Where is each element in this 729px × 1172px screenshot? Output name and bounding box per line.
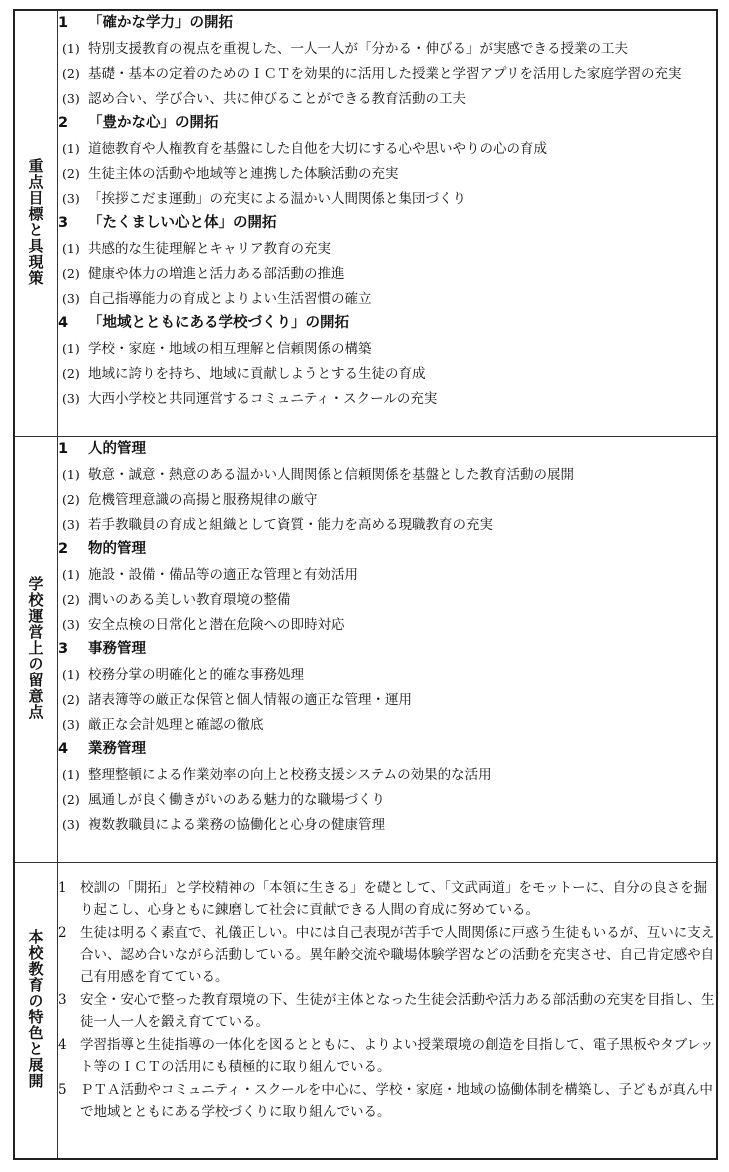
list-item bbox=[58, 286, 716, 311]
item-number: (1) bbox=[62, 467, 80, 482]
section-row-school-features bbox=[14, 863, 717, 1160]
item-text: 複数教職員による業務の協働化と心身の健康管理 bbox=[88, 817, 385, 833]
item-number: (3) bbox=[62, 391, 80, 406]
item-text: 認め合い、学び合い、共に伸びることができる教育活動の工夫 bbox=[88, 91, 466, 107]
section-body bbox=[58, 10, 718, 437]
item-text: 諸表簿等の厳正な保管と個人情報の適正な管理・運用 bbox=[88, 692, 412, 708]
item-text: 危機管理意識の高揚と服務規律の厳守 bbox=[88, 492, 318, 508]
section-body bbox=[58, 437, 718, 863]
group-number: 1 bbox=[58, 441, 69, 457]
group-title-text: 「豊かな心」の開拓 bbox=[88, 115, 219, 131]
section-heading-cell bbox=[14, 863, 58, 1160]
item-text: 基礎・基本の定着のためのＩＣＴを効果的に活用した授業と学習アプリを活用した家庭学習の充実 bbox=[88, 66, 682, 82]
list-item bbox=[58, 186, 716, 211]
list-item bbox=[58, 787, 716, 812]
group-title bbox=[58, 211, 716, 236]
item-number: (1) bbox=[62, 41, 80, 56]
feature-paragraph bbox=[58, 1079, 716, 1123]
group-number: 4 bbox=[58, 741, 69, 757]
feature-paragraph bbox=[58, 1034, 716, 1078]
section-heading: 学校運営上の留意点 bbox=[26, 575, 45, 720]
item-number: (2) bbox=[62, 366, 80, 381]
item-text: 特別支援教育の視点を重視した、一人一人が「分かる・伸びる」が実感できる授業の工夫 bbox=[88, 41, 628, 57]
list-item bbox=[58, 361, 716, 386]
paragraph-number: 4 bbox=[58, 1037, 67, 1053]
group-number: 2 bbox=[58, 115, 69, 131]
item-text: 自己指導能力の育成とよりよい生活習慣の確立 bbox=[88, 291, 372, 307]
group-title bbox=[58, 437, 716, 462]
paragraph-text: 学習指導と生徒指導の一体化を図るとともに、よりよい授業環境の創造を目指して、電子黒板やタブレット等のＩＣＴの活用にも積極的に取り組んでいる。 bbox=[80, 1037, 714, 1075]
item-number: (1) bbox=[62, 241, 80, 256]
item-text: 整理整頓による作業効率の向上と校務支援システムの効果的な活用 bbox=[88, 767, 492, 783]
group-number: 2 bbox=[58, 541, 69, 557]
list-item bbox=[58, 762, 716, 787]
list-item bbox=[58, 86, 716, 111]
item-number: (1) bbox=[62, 667, 80, 682]
group-number: 3 bbox=[58, 641, 69, 657]
item-number: (3) bbox=[62, 291, 80, 306]
group-title bbox=[58, 111, 716, 136]
paragraph-text: ＰＴＡ活動やコミュニティ・スクールを中心に、学校・家庭・地域の協働体制を構築し、子どもが真ん中で地域とともにある学校づくりに取り組んでいる。 bbox=[80, 1082, 713, 1120]
section-heading-cell bbox=[14, 10, 58, 437]
group-title bbox=[58, 637, 716, 662]
item-number: (2) bbox=[62, 592, 80, 607]
group-title bbox=[58, 737, 716, 762]
item-number: (2) bbox=[62, 692, 80, 707]
item-number: (2) bbox=[62, 492, 80, 507]
paragraph-number: 2 bbox=[58, 925, 67, 941]
item-number: (3) bbox=[62, 517, 80, 532]
paragraph-text: 安全・安心で整った教育環境の下、生徒が主体となった生徒会活動や活力ある部活動の充実を目指し、生徒一人一人を鍛え育てている。 bbox=[80, 992, 715, 1030]
item-text: 地域に誇りを持ち、地域に貢献しようとする生徒の育成 bbox=[88, 366, 426, 382]
paragraph-number: 3 bbox=[58, 992, 67, 1008]
item-text: 風通しが良く働きがいのある魅力的な職場づくり bbox=[88, 792, 385, 808]
item-number: (1) bbox=[62, 567, 80, 582]
list-item bbox=[58, 487, 716, 512]
list-item bbox=[58, 587, 716, 612]
list-item bbox=[58, 261, 716, 286]
group-title-text: 「確かな学力」の開拓 bbox=[88, 15, 233, 31]
group-title bbox=[58, 11, 716, 36]
group-title-text: 物的管理 bbox=[88, 541, 146, 557]
item-text: 若手教職員の育成と組織として資質・能力を高める現職教育の充実 bbox=[88, 517, 493, 533]
group-title-text: 事務管理 bbox=[88, 641, 146, 657]
item-number: (3) bbox=[62, 91, 80, 106]
list-item bbox=[58, 712, 716, 737]
list-item bbox=[58, 61, 716, 86]
item-number: (3) bbox=[62, 717, 80, 732]
feature-paragraph bbox=[58, 922, 716, 988]
item-text: 健康や体力の増進と活力ある部活動の推進 bbox=[88, 266, 345, 282]
group-number: 4 bbox=[58, 315, 69, 331]
feature-paragraph bbox=[58, 989, 716, 1033]
list-item bbox=[58, 36, 716, 61]
item-text: 道徳教育や人権教育を基盤にした自他を大切にする心や思いやりの心の育成 bbox=[88, 141, 547, 157]
item-text: 学校・家庭・地域の相互理解と信頼関係の構築 bbox=[88, 341, 372, 357]
item-text: 潤いのある美しい教育環境の整備 bbox=[88, 592, 291, 608]
list-item bbox=[58, 662, 716, 687]
list-item bbox=[58, 562, 716, 587]
list-item bbox=[58, 687, 716, 712]
item-number: (2) bbox=[62, 266, 80, 281]
item-text: 「挨拶こだま運動」の充実による温かい人間関係と集団づくり bbox=[88, 191, 466, 207]
list-item bbox=[58, 462, 716, 487]
item-number: (2) bbox=[62, 166, 80, 181]
group-number: 3 bbox=[58, 215, 69, 231]
group-title-text: 「地域とともにある学校づくり」の開拓 bbox=[88, 315, 349, 331]
group-number: 1 bbox=[58, 15, 69, 31]
list-item bbox=[58, 336, 716, 361]
school-plan-table bbox=[13, 9, 718, 1160]
list-item bbox=[58, 812, 716, 837]
paragraph-number: 5 bbox=[58, 1082, 67, 1098]
list-item bbox=[58, 236, 716, 261]
item-number: (3) bbox=[62, 191, 80, 206]
item-number: (3) bbox=[62, 817, 80, 832]
item-text: 敬意・誠意・熱意のある温かい人間関係と信頼関係を基盤とした教育活動の展開 bbox=[88, 467, 574, 483]
item-number: (2) bbox=[62, 66, 80, 81]
group-title-text: 「たくましい心と体」の開拓 bbox=[88, 215, 277, 231]
paragraph-text: 生徒は明るく素直で、礼儀正しい。中には自己表現が苦手で人間関係に戸惑う生徒もいるが、互いに支え合い、認め合いながら活動している。異年齢交流や職場体験学習などの活動を充実させ、自己肯定感や自己有用感を育てている。 bbox=[80, 925, 715, 985]
section-row-management-notes bbox=[14, 437, 717, 863]
paragraph-number: 1 bbox=[58, 880, 67, 896]
item-text: 生徒主体の活動や地域等と連携した体験活動の充実 bbox=[88, 166, 399, 182]
list-item bbox=[58, 512, 716, 537]
item-text: 大西小学校と共同運営するコミュニティ・スクールの充実 bbox=[88, 391, 438, 407]
section-heading-cell bbox=[14, 437, 58, 863]
group-title-text: 人的管理 bbox=[88, 441, 146, 457]
list-item bbox=[58, 161, 716, 186]
item-text: 校務分掌の明確化と的確な事務処理 bbox=[88, 667, 304, 683]
item-number: (1) bbox=[62, 767, 80, 782]
section-row-focus-goals bbox=[14, 10, 717, 437]
item-number: (3) bbox=[62, 617, 80, 632]
section-heading: 重点目標と具現策 bbox=[26, 157, 45, 286]
section-body bbox=[58, 863, 718, 1160]
feature-paragraph bbox=[58, 877, 716, 921]
item-text: 共感的な生徒理解とキャリア教育の充実 bbox=[88, 241, 331, 257]
item-text: 厳正な会計処理と確認の徹底 bbox=[88, 717, 264, 733]
item-number: (1) bbox=[62, 341, 80, 356]
group-title bbox=[58, 311, 716, 336]
list-item bbox=[58, 136, 716, 161]
item-number: (1) bbox=[62, 141, 80, 156]
paragraph-text: 校訓の「開拓」と学校精神の「本領に生きる」を礎として、「文武両道」をモットーに、自分の良さを掘り起こし、心身ともに錬磨して社会に貢献できる人間の育成に努めている。 bbox=[80, 880, 708, 918]
section-heading: 本校教育の特色と展開 bbox=[26, 928, 45, 1089]
group-title-text: 業務管理 bbox=[88, 741, 146, 757]
item-text: 施設・設備・備品等の適正な管理と有効活用 bbox=[88, 567, 358, 583]
list-item bbox=[58, 612, 716, 637]
item-text: 安全点検の日常化と潜在危険への即時対応 bbox=[88, 617, 345, 633]
group-title bbox=[58, 537, 716, 562]
item-number: (2) bbox=[62, 792, 80, 807]
list-item bbox=[58, 386, 716, 411]
